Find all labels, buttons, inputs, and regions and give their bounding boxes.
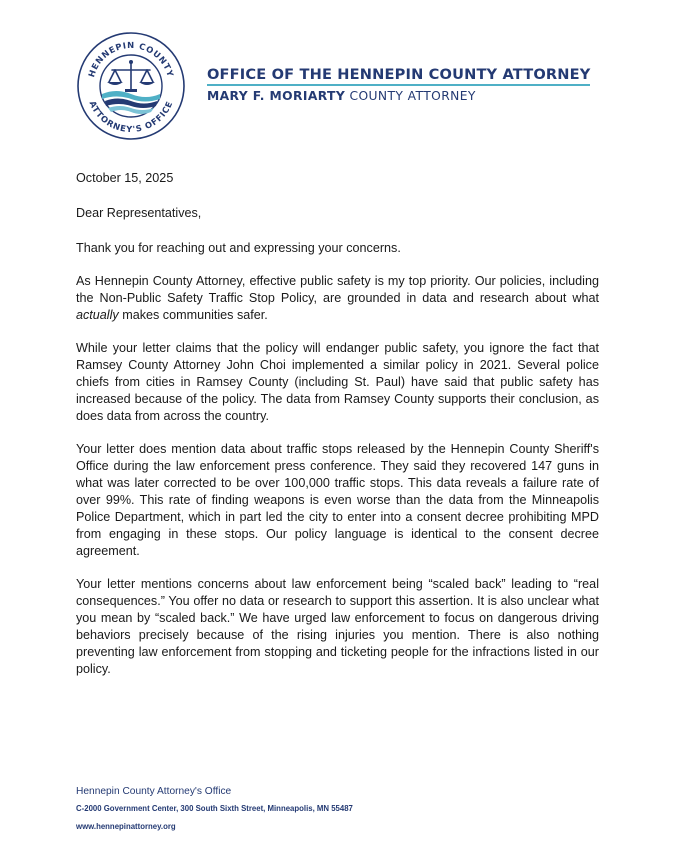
- footer: [76, 785, 353, 832]
- emphasis-actually: actually: [76, 308, 119, 322]
- paragraph-ramsey: While your letter claims that the policy will endanger public safety, you ignore the fact that Ramsey County Attorney John Choi implemented a similar policy in 2021. Several police chiefs from cities in Ramsey County (including St. Paul) have said that public safety has increased because of the policy. The data from Ramsey County supports their conclusion, as does data from across the country.: [76, 341, 599, 423]
- attorney-role: COUNTY ATTORNEY: [349, 89, 476, 103]
- letterhead: [207, 66, 591, 103]
- attorney-name: MARY F. MORIARTY: [207, 89, 346, 103]
- paragraph-priority-text: As Hennepin County Attorney, effective public safety is my top priority. Our policies, including the Non-Public Safety Traffic Stop Policy, are grounded in data and research about what: [76, 274, 599, 305]
- footer-website-link[interactable]: www.hennepinattorney.org: [76, 822, 176, 831]
- header-divider: [207, 84, 590, 86]
- svg-text:HENNEPIN COUNTY: HENNEPIN COUNTY: [86, 39, 176, 79]
- paragraph-thanks: Thank you for reaching out and expressing your concerns.: [76, 241, 401, 255]
- paragraph-priority: [76, 273, 599, 324]
- footer-address: C-2000 Government Center, 300 South Sixth Street, Minneapolis, MN 55487: [76, 804, 353, 813]
- letter-date: October 15, 2025: [76, 171, 174, 185]
- attorney-line: [207, 89, 591, 103]
- paragraph-priority-text-end: makes communities safer.: [118, 308, 268, 322]
- county-seal-logo: [75, 30, 187, 142]
- scales-of-justice-icon: [75, 30, 187, 142]
- letter-salutation: Dear Representatives,: [76, 206, 202, 220]
- svg-text:ATTORNEY'S OFFICE: ATTORNEY'S OFFICE: [87, 99, 175, 135]
- paragraph-scaled-back: Your letter mentions concerns about law enforcement being “scaled back” leading to “real consequences.” You offer no data or research to support this assertion. It is also unclear what you mean by “scaled back.” We have urged law enforcement to focus on dangerous driving behaviors precisely because of the rising injuries you mention. There is also nothing preventing law enforcement from stopping and ticketing people for the infractions listed in our policy.: [76, 577, 599, 676]
- footer-org: Hennepin County Attorney's Office: [76, 786, 232, 797]
- office-title: OFFICE OF THE HENNEPIN COUNTY ATTORNEY: [207, 66, 591, 83]
- letter-body: [76, 170, 599, 694]
- paragraph-traffic-data: Your letter does mention data about traffic stops released by the Hennepin County Sheriff's Office during the law enforcement press conference. They said they recovered 147 guns in what was later corrected to be over 100,000 traffic stops. This data reveals a failure rate of over 99%. This rate of finding weapons is even worse than the data from the Minneapolis Police Department, which in part led the city to enter into a consent decree prohibiting MPD from engaging in these stops. Our policy language is identical to the consent decree agreement.: [76, 442, 599, 558]
